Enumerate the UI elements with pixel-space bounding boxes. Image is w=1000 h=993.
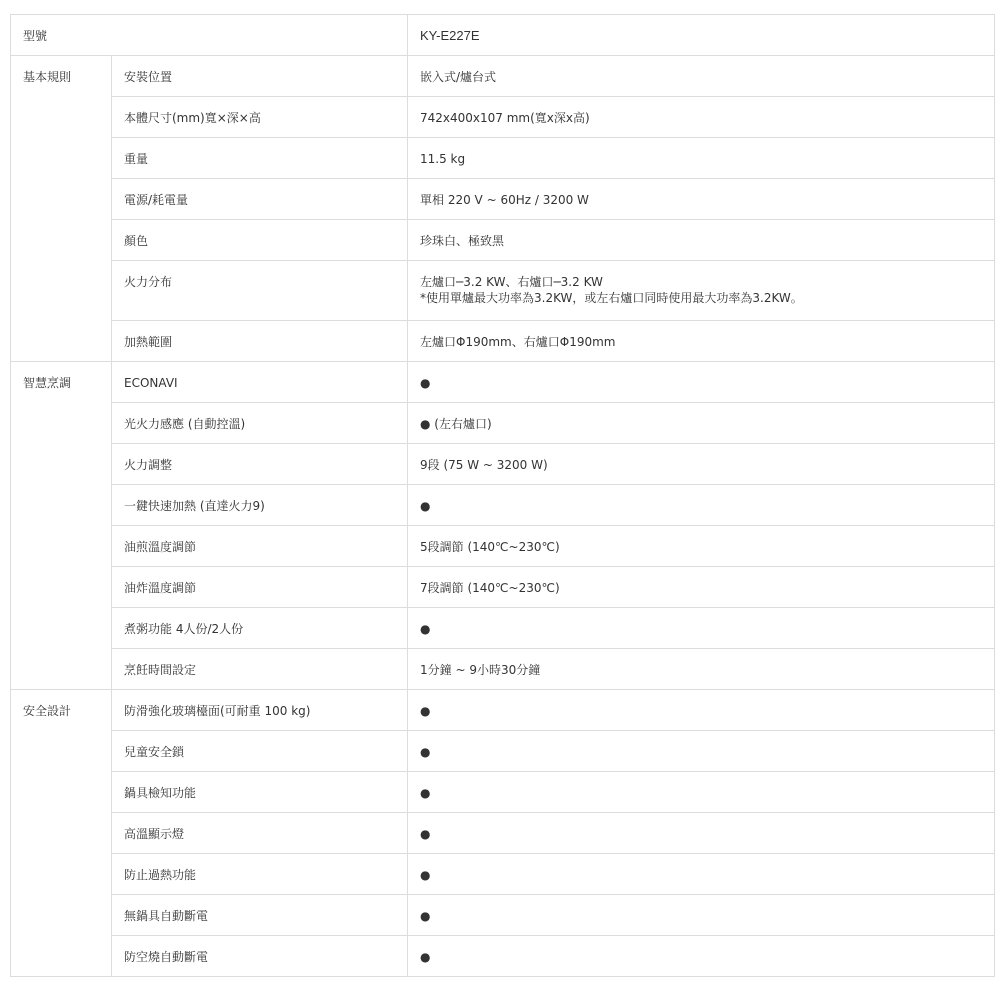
spec-label: 重量 xyxy=(112,138,408,179)
spec-row xyxy=(11,526,995,567)
spec-value: 7段調節 (140℃~230℃) xyxy=(420,581,560,595)
spec-row xyxy=(11,649,995,690)
spec-row xyxy=(11,813,995,854)
spec-value: ● xyxy=(420,909,431,923)
spec-value: ● (左右爐口) xyxy=(420,417,492,431)
spec-row xyxy=(11,362,995,403)
spec-label: 油煎溫度調節 xyxy=(112,526,408,567)
spec-row xyxy=(11,936,995,977)
model-row xyxy=(11,15,995,56)
spec-value-cell xyxy=(408,567,995,608)
spec-value: ● xyxy=(420,786,431,800)
spec-row xyxy=(11,261,995,321)
spec-label: 無鍋具自動斷電 xyxy=(112,895,408,936)
spec-label: 光火力感應 (自動控溫) xyxy=(112,403,408,444)
spec-value: 1分鐘 ~ 9小時30分鐘 xyxy=(420,663,541,677)
spec-value-cell xyxy=(408,813,995,854)
spec-row xyxy=(11,567,995,608)
spec-row xyxy=(11,179,995,220)
spec-row xyxy=(11,138,995,179)
group-title: 基本規則 xyxy=(11,56,112,362)
spec-label: 加熱範圍 xyxy=(112,321,408,362)
spec-label: 鍋具檢知功能 xyxy=(112,772,408,813)
spec-table-body xyxy=(11,15,995,977)
spec-row xyxy=(11,485,995,526)
spec-row xyxy=(11,220,995,261)
spec-value-cell xyxy=(408,220,995,261)
spec-row xyxy=(11,772,995,813)
model-label: 型號 xyxy=(11,15,408,56)
spec-value-cell xyxy=(408,261,995,321)
spec-value-cell xyxy=(408,608,995,649)
spec-row xyxy=(11,895,995,936)
spec-label: 油炸溫度調節 xyxy=(112,567,408,608)
spec-value-cell xyxy=(408,362,995,403)
spec-value-cell xyxy=(408,895,995,936)
spec-value-cell xyxy=(408,97,995,138)
spec-value-cell xyxy=(408,854,995,895)
spec-value-cell xyxy=(408,444,995,485)
spec-value: ● xyxy=(420,868,431,882)
spec-label: 本體尺寸(mm)寬×深×高 xyxy=(112,97,408,138)
spec-value: ● xyxy=(420,376,431,390)
spec-value: ● xyxy=(420,827,431,841)
spec-value: 11.5 kg xyxy=(420,152,466,166)
spec-label: 防滑強化玻璃檯面(可耐重 100 kg) xyxy=(112,690,408,731)
spec-value-cell xyxy=(408,321,995,362)
spec-value-cell xyxy=(408,649,995,690)
spec-row xyxy=(11,321,995,362)
spec-row xyxy=(11,403,995,444)
spec-label: 一鍵快速加熱 (直達火力9) xyxy=(112,485,408,526)
spec-table xyxy=(10,14,995,977)
spec-value-cell xyxy=(408,56,995,97)
spec-label: 高溫顯示燈 xyxy=(112,813,408,854)
spec-value: ● xyxy=(420,622,431,636)
spec-value-cell xyxy=(408,485,995,526)
spec-value-cell xyxy=(408,138,995,179)
spec-value-cell xyxy=(408,731,995,772)
spec-label: 烹飪時間設定 xyxy=(112,649,408,690)
spec-value: 左爐口Φ190mm、右爐口Φ190mm xyxy=(420,335,616,349)
spec-label: 防空燒自動斷電 xyxy=(112,936,408,977)
spec-row xyxy=(11,56,995,97)
spec-row xyxy=(11,444,995,485)
spec-row xyxy=(11,608,995,649)
spec-label: 顏色 xyxy=(112,220,408,261)
spec-value: ● xyxy=(420,950,431,964)
spec-value-cell xyxy=(408,936,995,977)
spec-row xyxy=(11,731,995,772)
spec-value: 742x400x107 mm(寬x深x高) xyxy=(420,111,590,125)
spec-value: 嵌入式/爐台式 xyxy=(420,70,497,84)
spec-label: ECONAVI xyxy=(112,362,408,403)
spec-value: 單相 220 V ~ 60Hz / 3200 W xyxy=(420,193,589,207)
group-title: 安全設計 xyxy=(11,690,112,977)
spec-label: 煮粥功能 4人份/2人份 xyxy=(112,608,408,649)
spec-row xyxy=(11,854,995,895)
spec-label: 安裝位置 xyxy=(112,56,408,97)
spec-value: ● xyxy=(420,704,431,718)
spec-value-cell xyxy=(408,526,995,567)
spec-row xyxy=(11,97,995,138)
spec-value: 珍珠白、極致黑 xyxy=(420,234,505,248)
group-title: 智慧烹調 xyxy=(11,362,112,690)
spec-label: 火力分布 xyxy=(112,261,408,321)
spec-value: 左爐口─3.2 KW、右爐口─3.2 KW xyxy=(420,275,603,289)
spec-value-cell xyxy=(408,179,995,220)
spec-value: ● xyxy=(420,499,431,513)
spec-label: 兒童安全鎖 xyxy=(112,731,408,772)
spec-value: ● xyxy=(420,745,431,759)
spec-value-cell xyxy=(408,772,995,813)
spec-value: 5段調節 (140℃~230℃) xyxy=(420,540,560,554)
spec-value-note: *使用單爐最大功率為3.2KW，或左右爐口同時使用最大功率為3.2KW。 xyxy=(420,291,803,305)
spec-label: 電源/耗電量 xyxy=(112,179,408,220)
spec-label: 防止過熱功能 xyxy=(112,854,408,895)
spec-label: 火力調整 xyxy=(112,444,408,485)
spec-row xyxy=(11,690,995,731)
spec-value-cell xyxy=(408,690,995,731)
model-value: KY-E227E xyxy=(408,15,995,56)
spec-value: 9段 (75 W ~ 3200 W) xyxy=(420,458,548,472)
spec-value-cell xyxy=(408,403,995,444)
